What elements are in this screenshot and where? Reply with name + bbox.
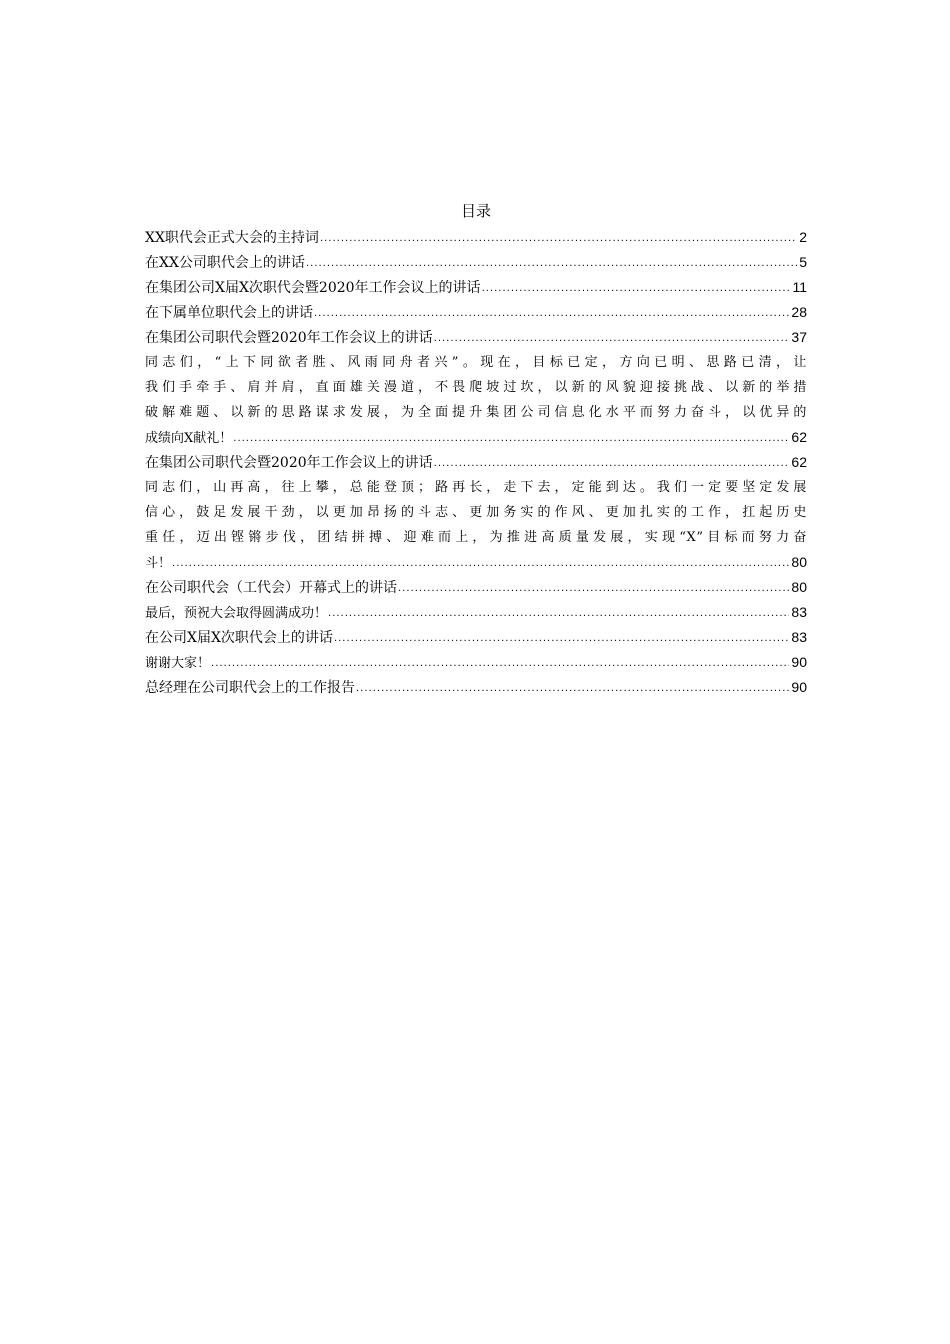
toc-entry-page: 83 [791,629,807,645]
dot-leader [211,651,789,676]
toc-entry[interactable] [145,225,807,250]
toc-entry-page: 28 [791,304,807,320]
dot-leader [314,301,789,326]
toc-entry-text: 在集团公司X届X次职代会暨2020年工作会议上的讲话 [145,280,481,296]
toc-entry[interactable] [145,300,807,325]
dot-leader [320,226,797,251]
toc-entry-page: 83 [791,604,807,620]
toc-entry-text: 谢谢大家！ [145,656,211,671]
table-of-contents [145,201,807,700]
toc-entry-page: 90 [791,679,807,695]
paragraph-line: 同志们，“上下同欲者胜、风雨同舟者兴”。现在，目标已定，方向已明、思路已清，让 [145,355,807,370]
dot-leader [398,576,789,601]
dot-leader [356,676,789,701]
dot-leader [306,251,797,276]
paragraph-line: 破解难题、以新的思路谋求发展，为全面提升集团公司信息化水平而努力奋斗，以优异的 [145,405,807,420]
toc-entry-text [145,475,807,550]
toc-entry-text: 总经理在公司职代会上的工作报告 [145,680,355,696]
toc-entry-text [145,350,807,425]
toc-entry[interactable] [145,325,807,350]
toc-entry-paragraph[interactable] [145,475,807,575]
toc-entry-text: 在集团公司职代会暨2020年工作会议上的讲话 [145,330,433,346]
toc-entry-text: 在公司X届X次职代会上的讲话 [145,630,333,646]
toc-entry-page: 80 [791,579,807,595]
toc-entry-page: 2 [799,229,807,245]
toc-entry-page: 62 [791,454,807,470]
dot-leader [434,326,790,351]
toc-entry[interactable] [145,650,807,675]
toc-entry-text-last-line: 斗！ [145,556,172,571]
paragraph-line: 信心，鼓足发展干劲，以更加昂扬的斗志、更加务实的作风、更加扎实的工作，扛起历史 [145,505,807,520]
dot-leader [434,451,790,476]
toc-entry[interactable] [145,250,807,275]
toc-entry[interactable] [145,575,807,600]
toc-entry[interactable] [145,275,807,300]
toc-entry-page: 80 [791,554,807,570]
toc-entry[interactable] [145,625,807,650]
toc-entry-page: 62 [791,429,807,445]
toc-entry-text: 在公司职代会（工代会）开幕式上的讲话 [145,580,397,596]
dot-leader [233,426,789,451]
toc-entry-text: 在集团公司职代会暨2020年工作会议上的讲话 [145,455,433,471]
paragraph-line: 我们手牵手、肩并肩，直面雄关漫道，不畏爬坡过坎，以新的风貌迎接挑战、以新的举措 [145,380,807,395]
toc-title: 目录 [460,202,491,220]
toc-entry-text-last-line: 成绩向X献礼！ [145,431,233,446]
toc-entry-text: 在下属单位职代会上的讲话 [145,305,313,321]
dot-leader [328,601,789,626]
dot-leader [172,551,789,576]
toc-entry-text: 在XX公司职代会上的讲话 [145,255,305,271]
toc-entry[interactable] [145,675,807,700]
toc-entry-paragraph[interactable] [145,350,807,450]
toc-entry-page: 37 [791,329,807,345]
toc-entry-page: 90 [791,654,807,670]
toc-entry-page: 5 [799,254,807,270]
paragraph-line: 同志们，山再高，往上攀，总能登顶；路再长，走下去，定能到达。我们一定要坚定发展 [145,480,807,495]
dot-leader [482,276,791,301]
toc-entry[interactable] [145,600,807,625]
paragraph-line: 重任，迈出铿锵步伐，团结拼搏、迎难而上，为推进高质量发展，实现“X”目标而努力奋 [145,530,807,545]
toc-entry[interactable] [145,450,807,475]
toc-entry-text: 最后，预祝大会取得圆满成功！ [145,606,328,621]
dot-leader [334,626,789,651]
toc-entry-page: 11 [792,279,807,295]
toc-entry-text: XX职代会正式大会的主持词 [145,230,319,246]
